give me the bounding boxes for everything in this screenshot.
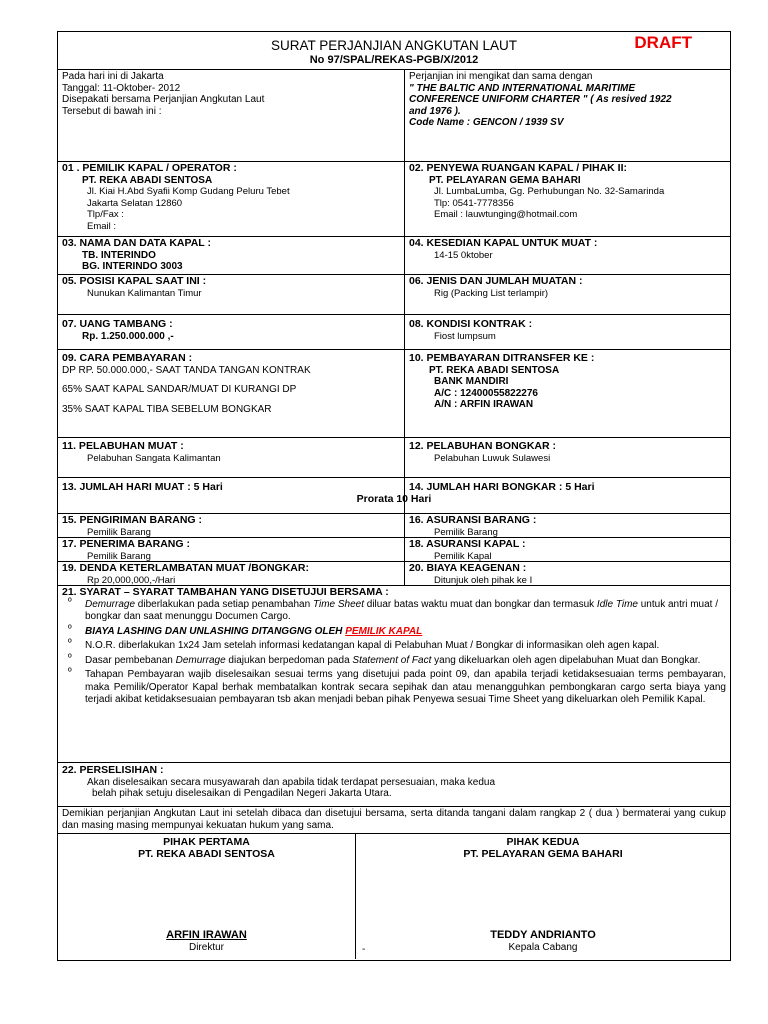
vessel-position: Nunukan Kalimantan Timur xyxy=(87,287,202,299)
dispute-line-1: Akan diselesaikan secara musyawarah dan apabila tidak terdapat persesuaian, maka kedua xyxy=(87,776,496,788)
loading-port: Pelabuhan Sangata Kalimantan xyxy=(87,452,221,464)
bullet-icon: º xyxy=(68,596,72,608)
section-10 xyxy=(405,350,730,437)
intro-left xyxy=(58,70,405,161)
owner-tlp: Tlp/Fax : xyxy=(87,209,124,220)
term-payment-stages: º Tahapan Pembayaran wajib diselesaikan sesuai terms yang disetujui pada point 09, dan apabila terjadi ketidaksesuaian terms pembayaran, maka Pemilik/Operator Kapal berhak membatalkan kontrak secara sepihak dan atau menangguhkan pembongkaran cargo serta biaya yang terjadi akibat ketidaksesuaian pembayaran tsb akan menjadi beban pihak Penyewa sesuai Time Sheet yang dikeluarkan oleh Pemilik Kapal. xyxy=(68,667,726,705)
section-16-label: 16. ASURANSI BARANG : xyxy=(409,514,537,526)
intro-place: Pada hari ini di Jakarta xyxy=(62,71,164,82)
section-11 xyxy=(58,438,405,477)
consignee: Pemilik Barang xyxy=(87,550,151,561)
vessel-tug: TB. INTERINDO xyxy=(82,249,156,261)
transfer-company: PT. REKA ABADI SENTOSA xyxy=(429,364,560,376)
section-22 xyxy=(58,763,730,807)
section-22-body xyxy=(58,763,730,802)
signature-block xyxy=(58,834,730,959)
intro-row xyxy=(58,70,730,162)
section-06-label: 06. JENIS DAN JUMLAH MUATAN : xyxy=(409,275,583,287)
row-11-12 xyxy=(58,438,730,478)
intro-charter-3: and 1976 ). xyxy=(409,105,461,117)
term-demurrage-basis: º Dasar pembebanan Demurrage diajukan berpedoman pada Statement of Fact yang dikeluarkan oleh agen dipelabuhan Muat dan Bongkar. xyxy=(68,652,701,666)
payment-35: 35% SAAT KAPAL TIBA SEBELUM BONGKAR xyxy=(62,403,272,415)
section-03-label: 03. NAMA DAN DATA KAPAL : xyxy=(62,237,211,249)
contract-condition: Fiost lumpsum xyxy=(434,330,496,342)
shipper: Pemilik Barang xyxy=(87,526,151,537)
vessel-availability: 14-15 0ktober xyxy=(434,249,493,261)
charterer-tlp: Tlp: 0541-7778356 xyxy=(434,197,514,209)
row-13-14 xyxy=(58,478,730,514)
cargo-type: Rig (Packing List terlampir) xyxy=(434,287,549,299)
dash-mark: - xyxy=(362,944,366,955)
section-09 xyxy=(58,350,405,437)
intro-date: Tanggal: 11-Oktober- 2012 xyxy=(62,82,181,94)
vessel-barge: BG. INTERINDO 3003 xyxy=(82,261,183,272)
section-05 xyxy=(58,275,405,314)
charterer-address: Jl. LumbaLumba, Gg. Perhubungan No. 32-Samarinda xyxy=(434,186,665,197)
freight-amount: Rp. 1.250.000.000 ,- xyxy=(82,330,174,342)
section-01-label: 01 . PEMILIK KAPAL / OPERATOR : xyxy=(62,162,237,174)
section-17-label: 17. PENERIMA BARANG : xyxy=(62,538,190,550)
transfer-bank: BANK MANDIRI xyxy=(434,376,509,387)
dispute-line-2: belah pihak setuju diselesaikan di Pengadilan Negeri Jakarta Utara. xyxy=(92,788,392,799)
second-party-signatory: TEDDY ANDRIANTO xyxy=(490,929,596,941)
section-17 xyxy=(58,538,405,561)
intro-below: Tersebut di bawah ini : xyxy=(62,105,162,117)
section-21-body xyxy=(58,586,730,710)
signature-second-party xyxy=(356,834,730,959)
section-14-label: 14. JUMLAH HARI BONGKAR : 5 Hari xyxy=(409,481,595,493)
section-19-label: 19. DENDA KETERLAMBATAN MUAT /BONGKAR: xyxy=(62,562,309,574)
signature-first-party xyxy=(58,834,356,959)
second-party-role: PIHAK KEDUA xyxy=(506,836,580,848)
intro-code-name: Code Name : GENCON / 1939 SV xyxy=(409,117,564,128)
intro-agreed: Disepakati bersama Perjanjian Angkutan Laut xyxy=(62,94,265,105)
term-nor: º N.O.R. diberlakukan 1x24 Jam setelah informasi kedatangan kapal di Pelabuhan Muat / Bongkar di informasikan oleh agen kapal. xyxy=(68,638,660,651)
first-party-company: PT. REKA ABADI SENTOSA xyxy=(138,848,275,860)
first-party-role: PIHAK PERTAMA xyxy=(163,836,250,848)
bullet-icon: º xyxy=(68,652,72,664)
section-18-label: 18. ASURANSI KAPAL : xyxy=(409,538,526,550)
section-01 xyxy=(58,162,405,236)
charter-agreement-document xyxy=(57,31,731,961)
section-02 xyxy=(405,162,730,236)
section-19 xyxy=(58,562,405,585)
intro-right xyxy=(405,70,730,161)
section-06 xyxy=(405,275,730,314)
second-party-title: Kepala Cabang xyxy=(508,942,578,953)
owner-company: PT. REKA ABADI SENTOSA xyxy=(82,174,213,186)
term-demurrage: º Demurrage diberlakukan pada setiap penambahan Time Sheet diluar batas waktu muat dan bongkar dan termasuk Idle Time untuk antri muat / bongkar dan saat menunggu Documen Cargo. xyxy=(68,596,719,622)
section-21-label: 21. SYARAT – SYARAT TAMBAHAN YANG DISETUJUI BERSAMA : xyxy=(62,586,389,598)
bullet-icon: º xyxy=(68,623,72,635)
section-10-label: 10. PEMBAYARAN DITRANSFER KE : xyxy=(409,352,595,364)
section-20-label: 20. BIAYA KEAGENAN : xyxy=(409,562,527,574)
document-number: No 97/SPAL/REKAS-PGB/X/2012 xyxy=(309,54,479,66)
second-party-company: PT. PELAYARAN GEMA BAHARI xyxy=(463,848,623,860)
section-12 xyxy=(405,438,730,477)
bullet-icon: º xyxy=(68,667,72,678)
section-21 xyxy=(58,586,730,763)
first-party-signatory: ARFIN IRAWAN xyxy=(166,929,247,941)
row-05-06 xyxy=(58,275,730,315)
section-03 xyxy=(58,237,405,274)
section-12-label: 12. PELABUHAN BONGKAR : xyxy=(409,440,557,452)
payment-dp: DP RP. 50.000.000,- SAAT TANDA TANGAN KONTRAK xyxy=(62,364,311,376)
transfer-account: A/C : 12400055822276 xyxy=(434,387,538,399)
section-02-label: 02. PENYEWA RUANGAN KAPAL / PIHAK II: xyxy=(409,162,627,174)
row-09-10 xyxy=(58,350,730,438)
owner-address-1: Jl. Kiai H.Abd Syafii Komp Gudang Peluru Tebet xyxy=(87,186,290,197)
section-09-label: 09. CARA PEMBAYARAN : xyxy=(62,352,193,364)
section-18 xyxy=(405,538,730,561)
section-04 xyxy=(405,237,730,274)
section-20 xyxy=(405,562,730,585)
row-17-18 xyxy=(58,538,730,562)
row-01-02 xyxy=(58,162,730,237)
intro-charter-1: " THE BALTIC AND INTERNATIONAL MARITIME xyxy=(409,82,636,94)
section-13-label: 13. JUMLAH HARI MUAT : 5 Hari xyxy=(62,481,223,493)
section-08 xyxy=(405,315,730,349)
closing-statement: Demikian perjanjian Angkutan Laut ini setelah dibaca dan disetujui bersama, serta ditanda tangani dalam rangkap 2 ( dua ) bermaterai yang cukup dan masing masing mempunyai kekuatan hukum yang sama. xyxy=(62,808,726,831)
cargo-insurance: Pemilik Barang xyxy=(434,526,498,537)
transfer-account-name: A/N : ARFIN IRAWAN xyxy=(434,399,534,410)
term-lashing: º BIAYA LASHING DAN UNLASHING DITANGGNG OLEH PEMILIK KAPAL xyxy=(68,623,423,637)
document-title: SURAT PERJANJIAN ANGKUTAN LAUT xyxy=(270,38,518,53)
discharge-port: Pelabuhan Luwuk Sulawesi xyxy=(434,452,551,464)
document-header xyxy=(58,32,730,70)
owner-address-2: Jakarta Selatan 12860 xyxy=(87,197,183,209)
section-11-label: 11. PELABUHAN MUAT : xyxy=(62,440,184,452)
section-07-label: 07. UANG TAMBANG : xyxy=(62,318,173,330)
prorata-note: Prorata 10 Hari xyxy=(356,493,432,505)
row-07-08 xyxy=(58,315,730,350)
agency-fee: Ditunjuk oleh pihak ke I xyxy=(434,574,533,585)
section-07 xyxy=(58,315,405,349)
intro-binding: Perjanjian ini mengikat dan sama dengan xyxy=(409,71,593,82)
section-15-label: 15. PENGIRIMAN BARANG : xyxy=(62,514,203,526)
section-16 xyxy=(405,514,730,537)
section-22-label: 22. PERSELISIHAN : xyxy=(62,764,164,776)
owner-email: Email : xyxy=(87,220,117,232)
section-15 xyxy=(58,514,405,537)
section-08-label: 08. KONDISI KONTRAK : xyxy=(409,318,533,330)
payment-65: 65% SAAT KAPAL SANDAR/MUAT DI KURANGI DP xyxy=(62,384,297,395)
section-04-label: 04. KESEDIAN KAPAL UNTUK MUAT : xyxy=(409,237,598,249)
lashing-responsible-party: PEMILIK KAPAL xyxy=(345,625,423,637)
section-05-label: 05. POSISI KAPAL SAAT INI : xyxy=(62,275,207,287)
row-19-20 xyxy=(58,562,730,586)
intro-charter-2: CONFERENCE UNIFORM CHARTER " ( As resived 1922 xyxy=(409,94,672,105)
row-15-16 xyxy=(58,514,730,538)
row-03-04 xyxy=(58,237,730,275)
charterer-company: PT. PELAYARAN GEMA BAHARI xyxy=(429,174,581,186)
demurrage-rate: Rp 20,000,000,-/Hari xyxy=(87,574,176,585)
vessel-insurance: Pemilik Kapal xyxy=(434,550,492,561)
first-party-title: Direktur xyxy=(188,942,224,953)
draft-stamp: DRAFT xyxy=(634,33,692,52)
closing-row xyxy=(58,807,730,834)
bullet-icon: º xyxy=(68,638,72,649)
charterer-email: Email : lauwtunging@hotmail.com xyxy=(434,209,578,220)
